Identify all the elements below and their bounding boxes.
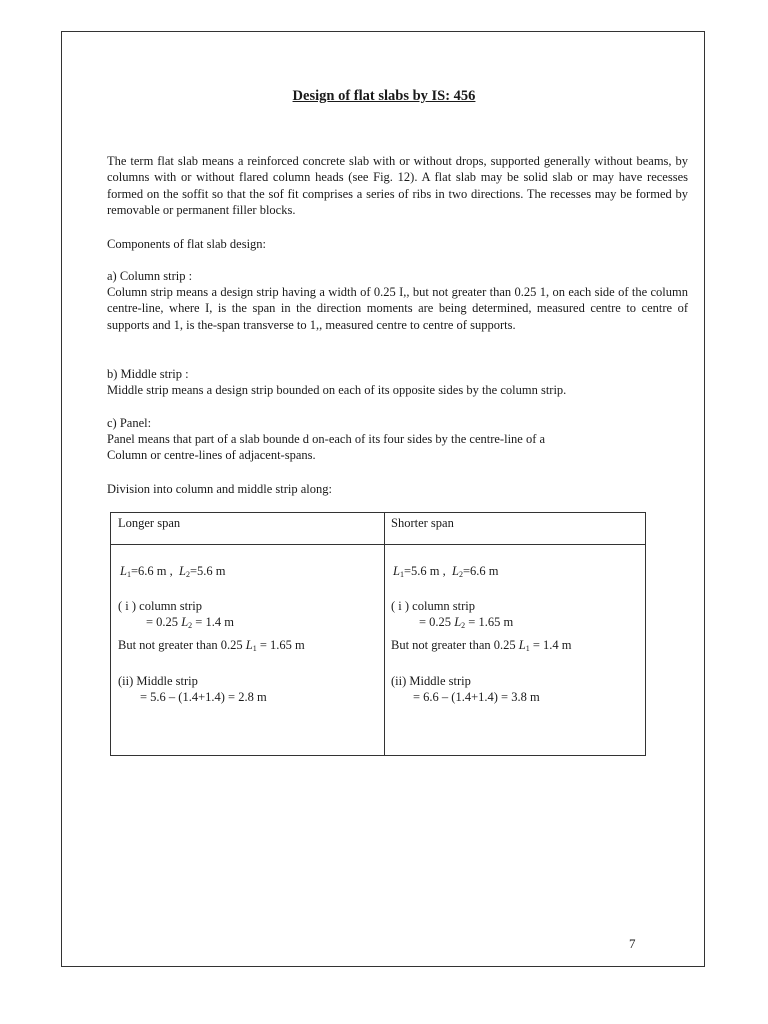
panel-heading: c) Panel: bbox=[107, 416, 152, 430]
shorter-span-values: $L_1=5.6$ m , $L_2=6.6$ m bbox=[393, 564, 499, 579]
longer-limit: But not greater than 0.25 $L_1 = 1.65$ m bbox=[118, 638, 305, 653]
shorter-middle-strip-label: (ii) Middle strip bbox=[391, 674, 471, 688]
longer-middle-strip-label: (ii) Middle strip bbox=[118, 674, 198, 688]
table-header-divider bbox=[111, 544, 645, 545]
shorter-column-strip-calc: = 0.25 $L_2 = 1.65$ m bbox=[419, 615, 514, 630]
table-column-divider bbox=[384, 513, 385, 755]
strip-division-table bbox=[110, 512, 646, 756]
shorter-column-strip-label: ( i ) column strip bbox=[391, 599, 476, 613]
page-number: 7 bbox=[629, 936, 636, 951]
panel-text-line2: Column or centre-lines of adjacent-spans. bbox=[107, 448, 316, 462]
longer-column-strip-label: ( i ) column strip bbox=[118, 599, 203, 613]
page-title: Design of flat slabs by IS: 456 bbox=[292, 88, 476, 104]
shorter-middle-strip-calc: = 6.6 – (1.4+1.4) = 3.8 m bbox=[413, 690, 540, 704]
panel-text-line1: Panel means that part of a slab bounde d on-each of its four sides by the centre-line of a bbox=[107, 432, 546, 446]
header-shorter-span: Shorter span bbox=[391, 516, 454, 530]
header-longer-span: Longer span bbox=[118, 516, 181, 530]
intro-paragraph: The term flat slab means a reinforced concrete slab with or without drops, supported generally without beams, by columns with or without flared column heads (see Fig. 12). A flat slab may be solid slab or may have recesses formed on the soffit so that the sof fit comprises a series of ribs in two directions. The recesses may be formed by removable or permanent filler blocks. bbox=[107, 154, 688, 217]
column-strip-text: Column strip means a design strip having a width of 0.25 I,, but not greater than 0.25 1, on each side of the column centre-line, where I, is the span in the direction moments are being determined, measured centre to centre of supports and 1, is the-span transverse to 1,, measured centre to centre of supports. bbox=[107, 285, 688, 332]
longer-column-strip-calc: = 0.25 $L_2 = 1.4$ m bbox=[146, 615, 234, 630]
longer-span-values: $L_1=6.6$ m , $L_2=5.6$ m bbox=[120, 564, 226, 579]
column-strip-heading: a) Column strip : bbox=[107, 269, 193, 283]
middle-strip-text: Middle strip means a design strip bounded on each of its opposite sides by the column strip. bbox=[107, 383, 567, 397]
shorter-limit: But not greater than 0.25 $L_1 = 1.4$ m bbox=[391, 638, 572, 653]
components-heading: Components of flat slab design: bbox=[107, 237, 267, 251]
middle-strip-heading: b) Middle strip : bbox=[107, 367, 189, 381]
longer-middle-strip-calc: = 5.6 – (1.4+1.4) = 2.8 m bbox=[140, 690, 267, 704]
division-heading: Division into column and middle strip along: bbox=[107, 482, 332, 496]
